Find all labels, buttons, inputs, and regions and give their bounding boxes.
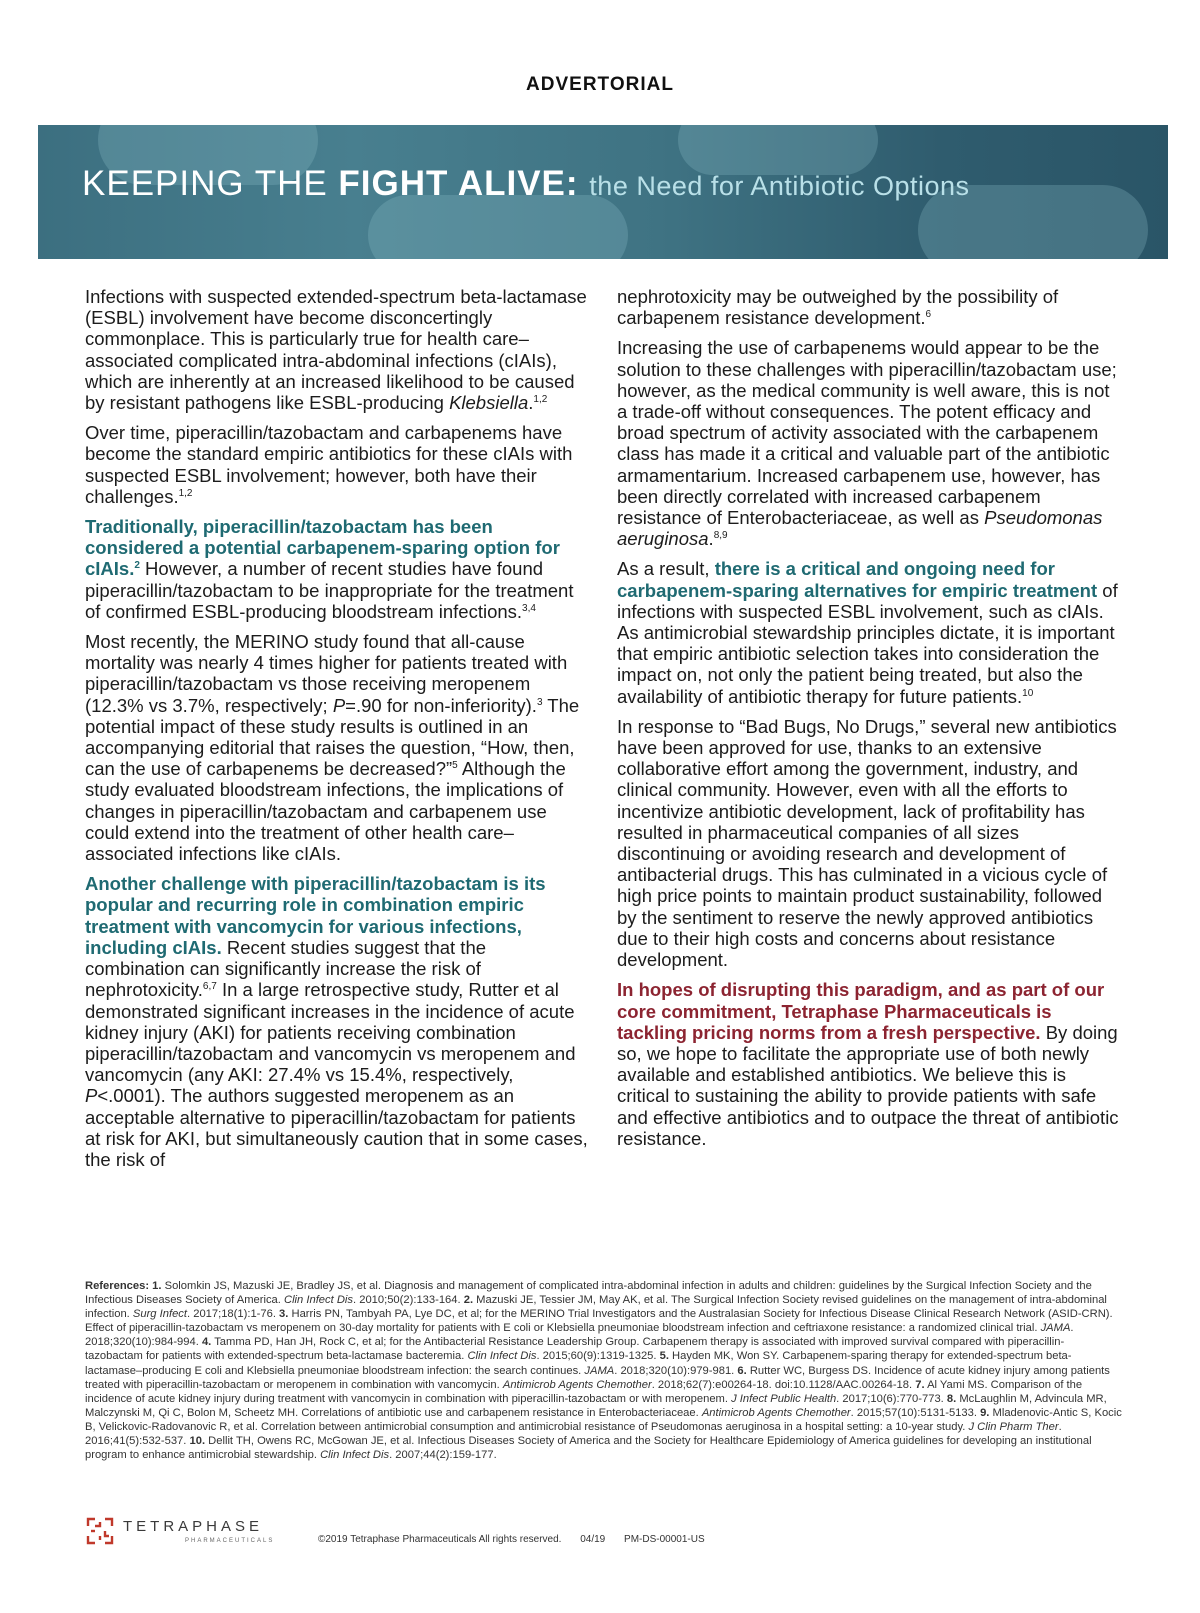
reference-5: 5. Hayden MK, Won SY. Carbapenem-sparing therapy for extended-spectrum beta-lactamase–producing E coli and Klebsiella pneumoniae bloodstream infection: the search continues. JAMA. 2018;320(10):979-981. (85, 1350, 1072, 1377)
logo-name: TETRAPHASE (123, 1518, 264, 1535)
highlight-traditionally: Traditionally, piperacillin/tazobactam has been considered a potential carbapenem-sparing option for cIAIs. (85, 516, 560, 580)
banner-title-light: KEEPING THE (82, 164, 339, 203)
advertorial-label: ADVERTORIAL (526, 74, 674, 95)
highlight-another-challenge: Another challenge with piperacillin/tazobactam is its popular and recurring role in combination empiric treatment with vancomycin for various infections, including cIAIs. (85, 873, 546, 958)
title-banner (38, 125, 1168, 259)
right-paragraph-2: Increasing the use of carbapenems would appear to be the solution to these challenges with piperacillin/tazobactam use; however, as the medical community is well aware, this is not a trade-off without consequences. The potent efficacy and broad spectrum of activity associated with the carbapenem class has made it a critical and valuable part of the antibiotic armamentarium. Increased carbapenem use, however, has been directly correlated with increased carbapenem resistance of Enterobacteriaceae, as well as Pseudomonas aeruginosa.$^{8,9}$ (617, 337, 1117, 550)
reference-6: 6. Rutter WC, Burgess DS. Incidence of acute kidney injury among patients treated with piperacillin-tazobactam or meropenem in combination with vancomycin. Antimicrob Agents Chemother. 2018;62(7):e00264-18. doi:10.1128/AAC.00264-18. (85, 1364, 1110, 1391)
copyright: ©2019 Tetraphase Pharmaceuticals All rights reserved. (318, 1534, 562, 1545)
document-code: PM-DS-00001-US (624, 1534, 705, 1545)
reference-7: 7. Al Yami MS. Comparison of the incidence of acute kidney injury during treatment with vancomycin in combination with piperacillin-tazobactam or with meropenem. J Infect Public Health. 2017;10(6):770-773. (85, 1378, 1083, 1405)
highlight-critical-need: there is a critical and ongoing need for carbapenem-sparing alternatives for empiric treatment (617, 558, 1098, 601)
footer-legal (318, 1534, 721, 1545)
references (85, 1279, 1122, 1462)
left-paragraph-2: Over time, piperacillin/tazobactam and carbapenems have become the standard empiric antibiotics for these cIAIs with suspected ESBL involvement; however, both have their challenges.$^{1,2}$ (85, 422, 573, 507)
banner-subtitle: the Need for Antibiotic Options (589, 171, 970, 201)
references-label: References: (85, 1280, 150, 1292)
reference-10: 10. Dellit TH, Owens RC, McGowan JE, et al. Infectious Diseases Society of America and the Society for Healthcare Epidemiology of America guidelines for developing an institutional program to enhance antimicrobial stewardship. Clin Infect Dis. 2007;44(2):159-177. (85, 1435, 1092, 1462)
left-column (85, 286, 590, 1179)
right-paragraph-5: In hopes of disrupting this paradigm, and as part of our core commitment, Tetraphase Pharmaceuticals is tackling pricing norms from a fresh perspective. By doing so, we hope to facilitate the appropriate use of both newly available and established antibiotics. We believe this is critical to sustaining the ability to provide patients with safe and effective antibiotics and to outpace the threat of antibiotic resistance. (617, 979, 1119, 1149)
reference-1: 1. Solomkin JS, Mazuski JE, Bradley JS, et al. Diagnosis and management of complicated intra-abdominal infection in adults and children: guidelines by the Surgical Infection Society and the Infectious Diseases Society of America. Clin Infect Dis. 2010;50(2):133-164. (85, 1280, 1092, 1307)
highlight-disrupting-paradigm: In hopes of disrupting this paradigm, and as part of our core commitment, Tetraphase Pharmaceuticals is tackling pricing norms from a fresh perspective. (617, 979, 1105, 1043)
reference-8: 8. McLaughlin M, Advincula MR, Malczynski M, Qi C, Bolon M, Scheetz MH. Correlations of antibiotic use and carbapenem resistance in Enterobacteriaceae. Antimicrob Agents Chemother. 2015;57(10):5131-5133. (85, 1392, 1107, 1419)
reference-9: 9. Mladenovic-Antic S, Kocic B, Velickovic-Radovanovic R, et al. Correlation between antimicrobial consumption and antimicrobial resistance of Pseudomonas aeruginosa in a hospital setting: a 10-year study. J Clin Pharm Ther. 2016;41(5):532-537. (85, 1406, 1122, 1448)
reference-2: 2. Mazuski JE, Tessier JM, May AK, et al. The Surgical Infection Society revised guidelines on the management of intra-abdominal infection. Surg Infect. 2017;18(1):1-76. (85, 1294, 1107, 1321)
right-column (617, 286, 1122, 1158)
right-paragraph-1: nephrotoxicity may be outweighed by the possibility of carbapenem resistance development.$^6$ (617, 286, 1059, 329)
left-paragraph-1: Infections with suspected extended-spectrum beta-lactamase (ESBL) involvement have become disconcertingly commonplace. This is particularly true for health care–associated complicated intra-abdominal infections (cIAIs), which are inherently at an increased likelihood to be caused by resistant pathogens like ESBL-producing Klebsiella.$^{1,2}$ (85, 286, 587, 414)
left-paragraph-3: Traditionally, piperacillin/tazobactam has been considered a potential carbapenem-sparing option for cIAIs.$^2$ However, a number of recent studies have found piperacillin/tazobactam to be inappropriate for the treatment of confirmed ESBL-producing bloodstream infections.$^{3,4}$ (85, 516, 574, 622)
tetraphase-logo-mark-icon (85, 1516, 115, 1546)
right-paragraph-4: In response to “Bad Bugs, No Drugs,” several new antibiotics have been approved for use, thanks to an extensive collaborative effort among the government, industry, and clinical community. However, even with all the efforts to incentivize antibiotic development, lack of profitability has resulted in pharmaceutical companies of all sizes discontinuing or avoiding research and development of antibacterial drugs. This has culminated in a vicious cycle of high price points to maintain product sustainability, followed by the sentiment to reserve the newly approved antibiotics due to their high costs and concerns about resistance development. (617, 715, 1117, 971)
reference-3: 3. Harris PN, Tambyah PA, Lye DC, et al; for the MERINO Trial Investigators and the Australasian Society for Infectious Disease Clinical Research Network (ASID-CRN). Effect of piperacillin-tazobactam vs meropenem on 30-day mortality for patients with E coli or Klebsiella pneumoniae bloodstream infection and ceftriaxone resistance: a randomized clinical trial. JAMA. 2018;320(10):984-994. (85, 1308, 1113, 1349)
right-paragraph-3: As a result, there is a critical and ongoing need for carbapenem-sparing alternatives for empiric treatment of infections with suspected ESBL involvement, such as cIAIs. As antimicrobial stewardship principles dictate, it is important that empiric antibiotic selection takes into consideration the impact on, not only the patient being treated, but also the availability of antibiotic therapy for future patients.$^{10}$ (617, 558, 1118, 707)
left-paragraph-5: Another challenge with piperacillin/tazobactam is its popular and recurring role in combination empiric treatment with vancomycin for various infections, including cIAIs. Recent studies suggest that the combination can significantly increase the risk of nephrotoxicity.$^{6,7}$ In a large retrospective study, Rutter et al demonstrated significant increases in the incidence of acute kidney injury (AKI) for patients receiving combination piperacillin/tazobactam and vancomycin vs meropenem and vancomycin (any AKI: 27.4% vs 15.4%, respectively, P<.0001). The authors suggested meropenem as an acceptable alternative to piperacillin/tazobactam for patients at risk for AKI, but simultaneously caution that in some cases, the risk of (85, 873, 588, 1170)
reference-4: 4. Tamma PD, Han JH, Rock C, et al; for the Antibacterial Resistance Leadership Group. Carbapenem therapy is associated with improved survival compared with piperacillin-tazobactam for patients with extended-spectrum beta-lactamase bacteremia. Clin Infect Dis. 2015;60(9):1319-1325. (85, 1336, 1065, 1363)
left-paragraph-4: Most recently, the MERINO study found that all-cause mortality was nearly 4 times higher for patients treated with piperacillin/tazobactam vs those receiving meropenem (12.3% vs 3.7%, respectively; P=.90 for non-inferiority).$^3$ The potential impact of these study results is outlined in an accompanying editorial that raises the question, “How, then, can the use of carbapenems be decreased?”$^5$ Although the study evaluated bloodstream infections, the implications of changes in piperacillin/tazobactam and carbapenem use could extend into the treatment of other health care–associated infections like cIAIs. (85, 631, 580, 865)
footer-date: 04/19 (580, 1534, 606, 1545)
banner-title (82, 163, 970, 205)
banner-title-bold: FIGHT ALIVE: (338, 164, 579, 203)
logo-subtitle: PHARMACEUTICALS (185, 1538, 275, 1544)
